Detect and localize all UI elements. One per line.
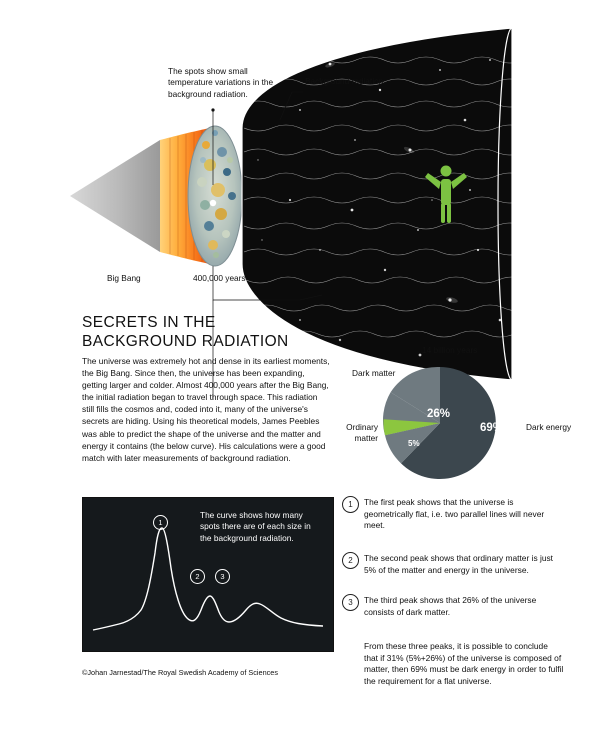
note-text-1: The first peak shows that the universe is geometrically flat, i.e. two parallel lines will never meet. bbox=[364, 497, 545, 531]
page-title: SECRETS IN THE BACKGROUND RADIATION bbox=[82, 314, 289, 350]
note-text-3: The third peak shows that 26% of the universe consists of dark matter. bbox=[364, 595, 537, 617]
pie-label-ordinary-matter: Ordinary matter bbox=[346, 422, 378, 443]
cmb-highlight-dot bbox=[210, 200, 216, 206]
peak-marker-2: 2 bbox=[190, 569, 205, 584]
pie-label-dark-matter: Dark matter bbox=[352, 368, 396, 378]
callout-background-radiation: Background radiation bbox=[305, 76, 384, 86]
note-number-2: 2 bbox=[342, 552, 359, 569]
pie-value-ordinary-matter: 5% bbox=[408, 439, 420, 448]
peak-marker-3: 3 bbox=[215, 569, 230, 584]
note-number-3: 3 bbox=[342, 594, 359, 611]
credit-line: ©Johan Jarnestad/The Royal Swedish Academy of Sciences bbox=[82, 668, 279, 677]
note-text-2: The second peak shows that ordinary matter is just 5% of the matter and energy in the universe. bbox=[364, 553, 553, 575]
label-14-billion-years: 14 billion years bbox=[422, 345, 478, 355]
conclusion-text: From these three peaks, it is possible to conclude that if 31% (5%+26%) of the universe is composed of matter, then 69% must be dark energy in order to fulfil the requirement for a flat universe. bbox=[364, 641, 564, 686]
pie-value-dark-energy: 69% bbox=[480, 422, 504, 434]
pre-bigbang-wedge bbox=[70, 140, 160, 252]
leader-dot bbox=[211, 108, 214, 111]
composition-pie-chart bbox=[330, 360, 595, 490]
label-big-bang: Big Bang bbox=[107, 273, 141, 283]
label-400000-years: 400,000 years bbox=[193, 273, 246, 283]
note-number-1: 1 bbox=[342, 496, 359, 513]
callout-temperature-variations: The spots show small temperature variations in the background radiation. bbox=[168, 66, 274, 99]
pie-label-dark-energy: Dark energy bbox=[526, 422, 572, 432]
peak-marker-1: 1 bbox=[153, 515, 168, 530]
article-body: The universe was extremely hot and dense in its earliest moments, the Big Bang. Since then, the universe has been expanding, getting larger and colder. Almost 400,000 years after the Big Bang, the initial radiation began to travel through space. This radiation still fills the cosmos and, coded into it, many of the universe's secrets are hiding. Using his theoretical models, James Peebles was able to predict the shape of the universe and the matter and energy it contains (the below curve). His calculations were a good match with later measurements of background radiation. bbox=[82, 356, 330, 463]
callout-curve-description: The curve shows how many spots there are of each size in the background radiation. bbox=[200, 510, 311, 543]
pie-value-dark-matter: 26% bbox=[427, 408, 451, 420]
